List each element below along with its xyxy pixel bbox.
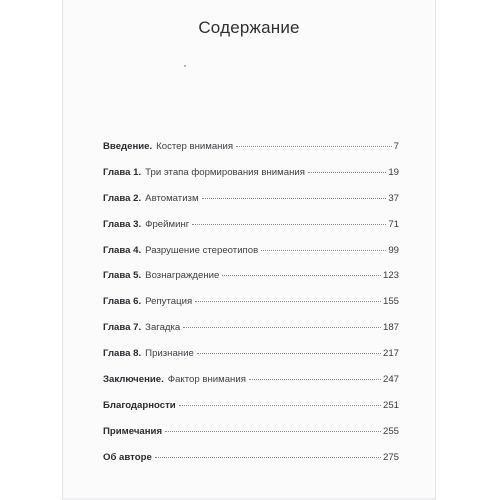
dot-leader bbox=[165, 431, 381, 432]
toc-entry-label: Благодарности bbox=[103, 399, 176, 411]
toc-entry-label: Введение. bbox=[103, 141, 153, 152]
toc-page-number: 37 bbox=[388, 192, 399, 204]
toc-page-number: 251 bbox=[382, 399, 399, 411]
dot-leader bbox=[179, 405, 381, 406]
toc-entry-text: Загадка bbox=[145, 322, 181, 334]
toc-page-number: 7 bbox=[393, 141, 399, 152]
toc-entry-label: Глава 4. bbox=[103, 244, 142, 256]
toc-entry-chapter-8 bbox=[103, 348, 399, 374]
toc-entry-chapter-6 bbox=[103, 296, 399, 322]
toc-page-number: 123 bbox=[382, 270, 399, 282]
dot-leader bbox=[183, 327, 381, 328]
toc-page-number: 99 bbox=[388, 244, 399, 256]
page-title: Содержание bbox=[198, 18, 300, 37]
toc-entry-label: Глава 2. bbox=[103, 192, 142, 204]
toc-entry-chapter-5 bbox=[103, 270, 399, 296]
dot-leader bbox=[155, 457, 381, 458]
toc-page-number: 19 bbox=[388, 166, 399, 178]
dot-leader bbox=[202, 198, 387, 199]
toc-page-number: 187 bbox=[382, 322, 399, 334]
dot-leader bbox=[249, 379, 381, 380]
toc-page-number: 71 bbox=[388, 218, 399, 230]
toc-entry-chapter-4 bbox=[103, 245, 399, 271]
toc-entry-label: Заключение. bbox=[103, 374, 164, 386]
toc-entry-conclusion bbox=[103, 374, 399, 400]
toc-entry-text: Три этапа формирования внимания bbox=[145, 166, 305, 178]
toc-page-number: 217 bbox=[382, 348, 399, 360]
toc-entry-notes bbox=[103, 426, 399, 452]
toc-entry-chapter-2 bbox=[103, 193, 399, 219]
toc-entry-acknowledgements bbox=[103, 400, 399, 426]
table-of-contents bbox=[103, 141, 399, 478]
toc-entry-label: Глава 3. bbox=[103, 218, 142, 230]
toc-entry-label: Глава 1. bbox=[103, 166, 142, 178]
dot-leader bbox=[197, 353, 381, 354]
toc-entry-label: Глава 8. bbox=[103, 348, 142, 360]
dot-leader bbox=[222, 275, 381, 276]
toc-page-number: 275 bbox=[382, 451, 399, 463]
toc-entry-label: Глава 6. bbox=[103, 296, 142, 308]
toc-entry-text: Фрейминг bbox=[145, 218, 190, 230]
dot-leader bbox=[195, 301, 381, 302]
toc-entry-chapter-7 bbox=[103, 322, 399, 348]
dot-leader bbox=[236, 146, 392, 147]
toc-entry-about-author bbox=[103, 452, 399, 478]
toc-entry-text: Костер внимания bbox=[156, 141, 234, 152]
toc-entry-text: Признание bbox=[145, 348, 194, 360]
toc-entry-label: Примечания bbox=[103, 425, 163, 437]
toc-entry-text: Автоматизм bbox=[145, 192, 199, 204]
toc-page-number: 247 bbox=[382, 374, 399, 386]
dot-leader bbox=[192, 224, 386, 225]
toc-entry-introduction bbox=[103, 141, 399, 167]
toc-entry-chapter-1 bbox=[103, 167, 399, 193]
dot-leader bbox=[308, 172, 386, 173]
toc-entry-label: Глава 7. bbox=[103, 322, 142, 334]
toc-entry-label: Об авторе bbox=[103, 451, 152, 463]
toc-entry-text: Разрушение стереотипов bbox=[145, 244, 259, 256]
toc-page-number: 255 bbox=[382, 425, 399, 437]
toc-entry-chapter-3 bbox=[103, 219, 399, 245]
dot-leader bbox=[261, 250, 386, 251]
book-page bbox=[62, 0, 436, 500]
paper-speck bbox=[184, 65, 186, 67]
toc-entry-label: Глава 5. bbox=[103, 270, 142, 282]
toc-page-number: 155 bbox=[382, 296, 399, 308]
toc-entry-text: Репутация bbox=[145, 296, 193, 308]
toc-entry-text: Фактор внимания bbox=[167, 374, 246, 386]
toc-entry-text: Вознаграждение bbox=[145, 270, 220, 282]
